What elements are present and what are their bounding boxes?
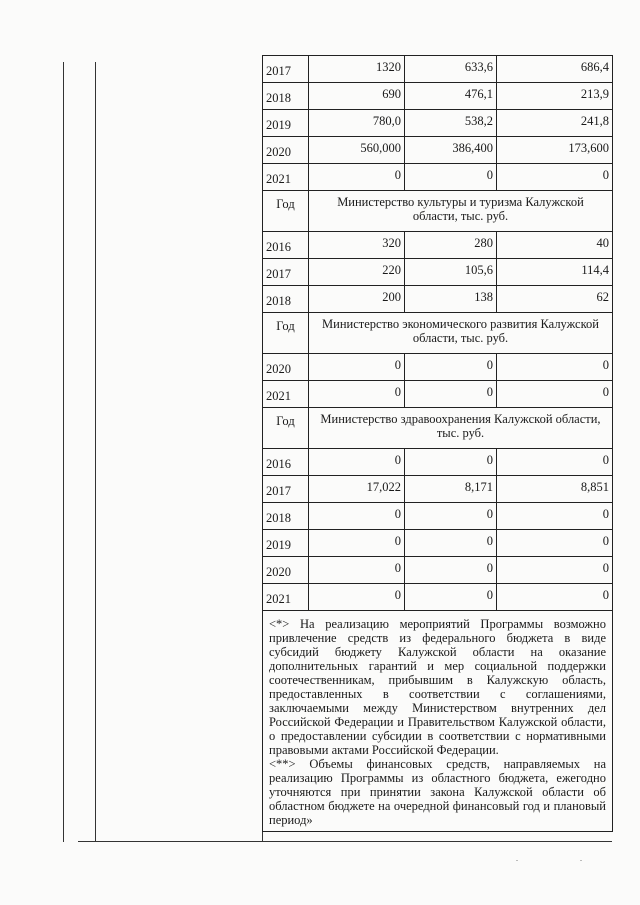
table-row: [263, 164, 613, 191]
value-cell: 0: [309, 449, 405, 476]
funding-table: [262, 55, 613, 832]
year-header: Год: [263, 408, 309, 449]
value-cell: 0: [405, 354, 497, 381]
value-cell: 280: [405, 232, 497, 259]
year-cell: 2020: [263, 137, 309, 164]
year-cell: 2017: [263, 476, 309, 503]
year-cell: 2017: [263, 56, 309, 83]
value-cell: 0: [405, 164, 497, 191]
section-header-row: [263, 408, 613, 449]
table-row: [263, 56, 613, 83]
year-cell: 2019: [263, 110, 309, 137]
table-row: [263, 232, 613, 259]
year-cell: 2020: [263, 557, 309, 584]
value-cell: 0: [309, 354, 405, 381]
table-row: [263, 530, 613, 557]
value-cell: 0: [497, 354, 613, 381]
table-row: [263, 557, 613, 584]
year-cell: 2021: [263, 164, 309, 191]
value-cell: 633,6: [405, 56, 497, 83]
value-cell: 0: [497, 503, 613, 530]
table-row: [263, 354, 613, 381]
notes-cell: [263, 611, 613, 832]
year-header: Год: [263, 191, 309, 232]
value-cell: 0: [405, 449, 497, 476]
value-cell: 0: [309, 557, 405, 584]
outer-border-inner: [95, 62, 96, 842]
year-cell: 2018: [263, 83, 309, 110]
value-cell: 138: [405, 286, 497, 313]
value-cell: 62: [497, 286, 613, 313]
value-cell: 690: [309, 83, 405, 110]
table-row: [263, 286, 613, 313]
table-row: [263, 83, 613, 110]
year-cell: 2021: [263, 381, 309, 408]
year-cell: 2016: [263, 449, 309, 476]
value-cell: 200: [309, 286, 405, 313]
table-row: [263, 259, 613, 286]
value-cell: 0: [497, 449, 613, 476]
value-cell: 780,0: [309, 110, 405, 137]
value-cell: 686,4: [497, 56, 613, 83]
table-row: [263, 476, 613, 503]
section-title-health: Министерство здравоохранения Калужской области, тыс. руб.: [309, 408, 613, 449]
value-cell: 320: [309, 232, 405, 259]
value-cell: 213,9: [497, 83, 613, 110]
value-cell: 0: [497, 557, 613, 584]
year-cell: 2018: [263, 286, 309, 313]
value-cell: 560,000: [309, 137, 405, 164]
value-cell: 40: [497, 232, 613, 259]
table-row: [263, 503, 613, 530]
value-cell: 0: [405, 530, 497, 557]
value-cell: 0: [309, 530, 405, 557]
year-cell: 2020: [263, 354, 309, 381]
value-cell: 17,022: [309, 476, 405, 503]
value-cell: 105,6: [405, 259, 497, 286]
value-cell: 0: [309, 164, 405, 191]
value-cell: 0: [405, 557, 497, 584]
table-row: [263, 137, 613, 164]
scan-marks: . .: [516, 854, 612, 863]
section-title-economy: Министерство экономического развития Калужской области, тыс. руб.: [309, 313, 613, 354]
year-header: Год: [263, 313, 309, 354]
value-cell: 0: [405, 584, 497, 611]
value-cell: 8,171: [405, 476, 497, 503]
value-cell: 0: [497, 164, 613, 191]
section-header-row: [263, 191, 613, 232]
outer-border-left: [63, 62, 64, 842]
notes-row: [263, 611, 613, 832]
value-cell: 0: [497, 381, 613, 408]
year-cell: 2021: [263, 584, 309, 611]
value-cell: 0: [405, 503, 497, 530]
value-cell: 476,1: [405, 83, 497, 110]
funding-table-body: [263, 56, 613, 832]
table-row: [263, 449, 613, 476]
table-row: [263, 110, 613, 137]
footnote-2: <**> Объемы финансовых средств, направляемых на реализацию Программы из областного бюджета, ежегодно уточняются при принятии закона Калужской области об областном бюджете на очередной финансовый год и плановый период»: [269, 757, 606, 827]
footnote-1: <*> На реализацию мероприятий Программы возможно привлечение средств из федерального бюджета в виде субсидий бюджету Калужской области на оказание дополнительных гарантий и мер социальной поддержки соотечественникам, прибывшим в Калужскую область, предоставленных в соответствии с соглашениями, заключаемыми между Министерством внутренних дел Российской Федерации и Правительством Калужской области, о предоставлении субсидии в соответствии с нормативными правовыми актами Российской Федерации.: [269, 617, 606, 757]
year-cell: 2019: [263, 530, 309, 557]
year-cell: 2018: [263, 503, 309, 530]
outer-border-bottom: [78, 841, 612, 842]
section-title-culture: Министерство культуры и туризма Калужской области, тыс. руб.: [309, 191, 613, 232]
section-header-row: [263, 313, 613, 354]
value-cell: 0: [405, 381, 497, 408]
value-cell: 114,4: [497, 259, 613, 286]
value-cell: 241,8: [497, 110, 613, 137]
table-row: [263, 381, 613, 408]
value-cell: 0: [497, 584, 613, 611]
value-cell: 386,400: [405, 137, 497, 164]
value-cell: 0: [309, 381, 405, 408]
table-row: [263, 584, 613, 611]
value-cell: 220: [309, 259, 405, 286]
value-cell: 538,2: [405, 110, 497, 137]
year-cell: 2017: [263, 259, 309, 286]
value-cell: 1320: [309, 56, 405, 83]
value-cell: 0: [309, 503, 405, 530]
value-cell: 0: [497, 530, 613, 557]
year-cell: 2016: [263, 232, 309, 259]
value-cell: 8,851: [497, 476, 613, 503]
value-cell: 0: [309, 584, 405, 611]
value-cell: 173,600: [497, 137, 613, 164]
